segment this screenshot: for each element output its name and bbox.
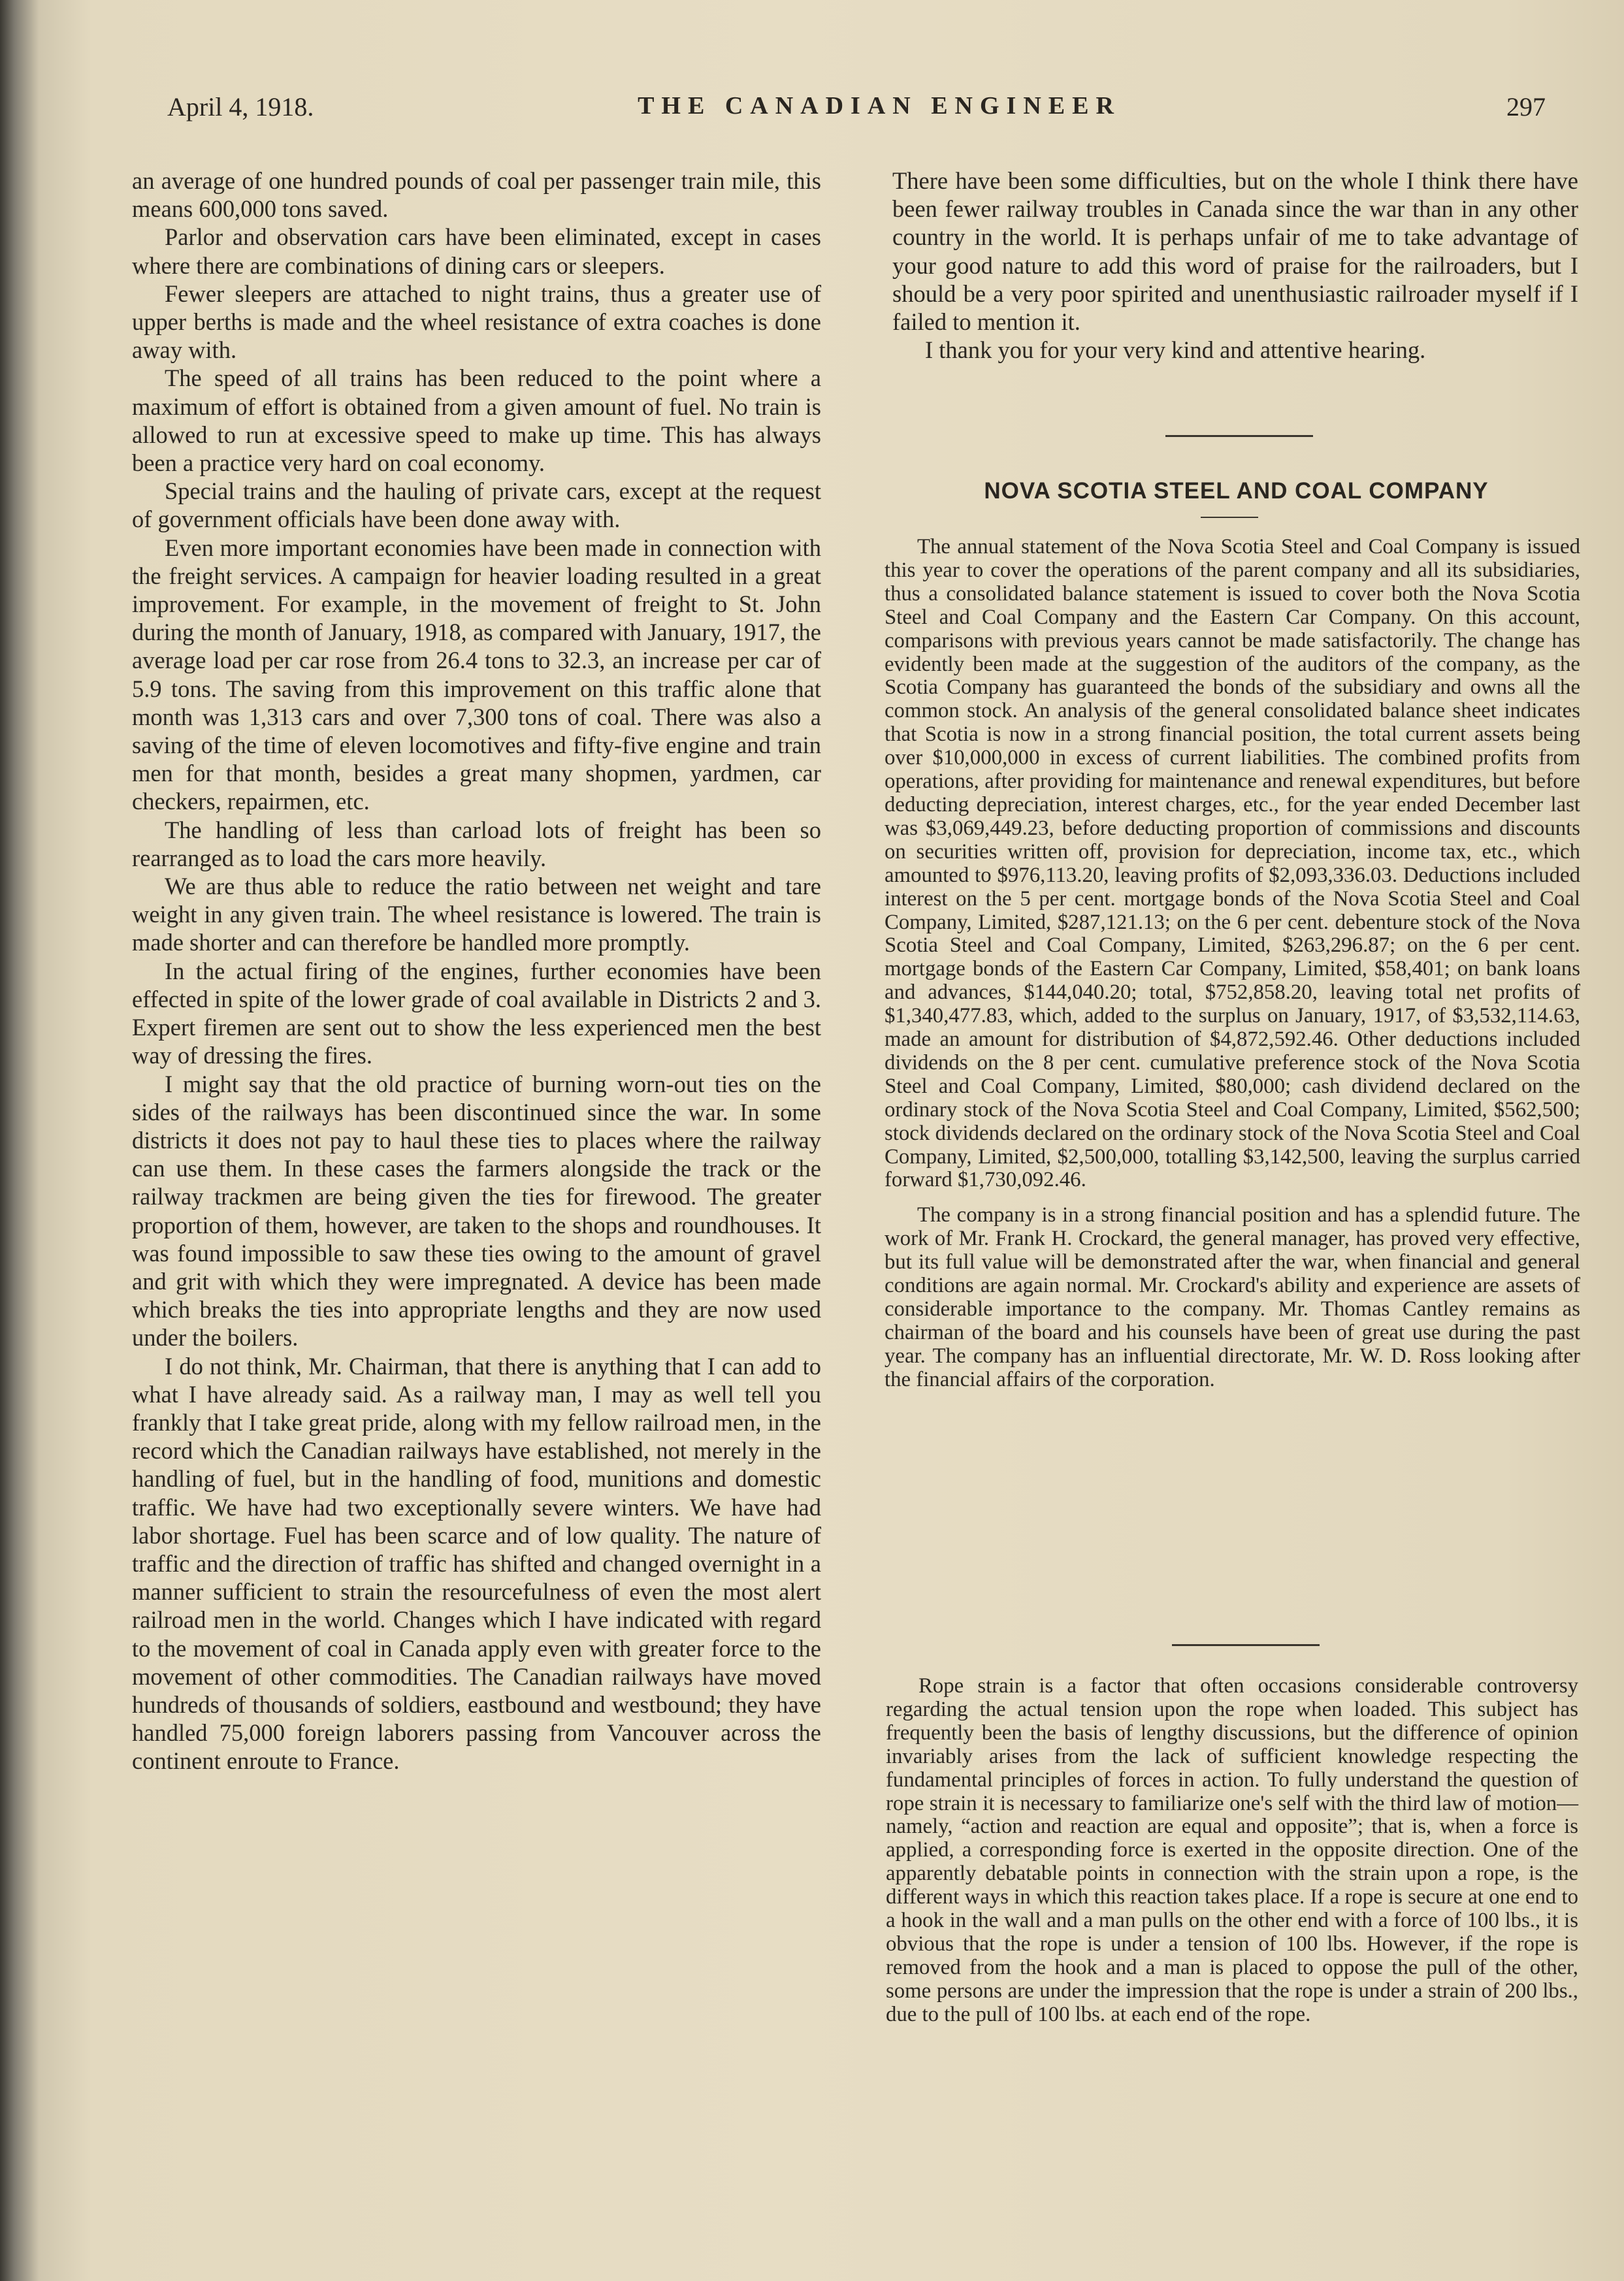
rope-strain-note — [886, 1675, 1578, 2027]
paragraph: There have been some difficulties, but on the whole I think there have been fewer railway troubles in Canada since the war than in any other country in the world. It is perhaps unfair of me to take advantage of your good nature to add this word of praise for the railroaders, but I should be a very poor spirited and unenthusiastic railroader myself if I failed to mention it. — [892, 167, 1578, 336]
page-number: 297 — [1506, 92, 1546, 121]
left-column — [132, 167, 821, 1775]
paragraph: The annual statement of the Nova Scotia Steel and Coal Company is issued this year to cover the operations of the parent company and all its subsidiaries, thus a consolidated balance statement is issued to cover both the Nova Scotia Steel and Coal Company and the Eastern Car Company. On this account, comparisons with previous years cannot be made satisfactorily. The change has evidently been made at the suggestion of the auditors of the company, as the Scotia Company has guaranteed the bonds of the subsidiary and owns all the common stock. An analysis of the general consolidated balance sheet indicates that Scotia is now in a strong financial position, the total current assets being over $10,000,000 in excess of current liabilities. The combined profits from operations, after providing for maintenance and renewal expenditures, but before deducting depreciation, interest charges, etc., for the year ended December last was $3,069,449.23, before deducting proportion of commissions and discounts on securities written off, provision for depreciation, income tax, etc., which amounted to $976,113.20, leaving profits of $2,093,336.03. Deductions included interest on the 5 per cent. mortgage bonds of the Nova Scotia Steel and Coal Company, Limited, $287,121.13; on the 6 per cent. debenture stock of the Nova Scotia Steel and Coal Company, Limited, $263,296.87; on the 6 per cent. mortgage bonds of the Eastern Car Company, Limited, $58,401; on bank loans and advances, $144,040.20; total, $752,858.20, leaving total net profits of $1,340,477.83, which, added to the surplus on January, 1917, of $3,532,114.63, made an amount for distribution of $4,872,592.46. Other deductions included dividends on the 8 per cent. cumulative preference stock of the Nova Scotia Steel and Coal Company, Limited, $80,000; cash dividend declared on the ordinary stock of the Nova Scotia Steel and Coal Company, Limited, $562,500; stock dividends declared on the ordinary stock of the Nova Scotia Steel and Coal Company, Limited, $2,500,000, totalling $3,142,500, leaving the surplus carried forward $1,730,092.46. — [885, 535, 1580, 1192]
paragraph: I thank you for your very kind and attentive hearing. — [925, 336, 1426, 364]
paragraph: an average of one hundred pounds of coal per passenger train mile, this means 600,000 tons saved. — [132, 167, 821, 223]
paragraph: Special trains and the hauling of private cars, except at the request of government officials have been done away with. — [132, 477, 821, 533]
paragraph: The speed of all trains has been reduced to the point where a maximum of effort is obtained from a given amount of fuel. No train is allowed to run at excessive speed to make up time. This has always been a practice very hard on coal economy. — [132, 364, 821, 477]
article-title: NOVA SCOTIA STEEL AND COAL COMPANY — [984, 478, 1489, 504]
article-body — [885, 536, 1580, 1392]
page-header — [167, 91, 1546, 131]
paragraph: In the actual firing of the engines, further economies have been effected in spite of the lower grade of coal available in Districts 2 and 3. Expert firemen are sent out to show the less experienced men the best way of dressing the fires. — [132, 957, 821, 1069]
paragraph: Parlor and observation cars have been eliminated, except in cases where there are combinations of dining cars or sleepers. — [132, 223, 821, 279]
paragraph: Fewer sleepers are attached to night trains, thus a greater use of upper berths is made and the wheel resistance of extra coaches is done away with. — [132, 280, 821, 364]
paragraph: We are thus able to reduce the ratio between net weight and tare weight in any given train. The wheel resistance is lowered. The train is made shorter and can therefore be handled more promptly. — [132, 873, 821, 956]
journal-title: THE CANADIAN ENGINEER — [638, 92, 1121, 120]
paragraph: I might say that the old practice of burning worn-out ties on the sides of the railways has been discontinued since the war. In some districts it does not pay to haul these ties to places where the railway can use them. In these cases the farmers alongside the track or the railway trackmen are being given the ties for firewood. The greater proportion of them, however, are taken to the shops and roundhouses. It was found impossible to saw these ties owing to the amount of gravel and grit with which they were impregnated. A device has been made which breaks the ties into appropriate lengths and they are now used under the boilers. — [132, 1070, 821, 1351]
paragraph: The company is in a strong financial position and has a splendid future. The work of Mr. Frank H. Crockard, the general manager, has proved very effective, but its full value will be demonstrated after the war, when financial and general conditions are again normal. Mr. Crockard's ability and experience are assets of considerable importance to the company. Mr. Thomas Cantley remains as chairman of the board and his counsels have been of great use during the past year. The company has an influential directorate, Mr. W. D. Ross looking after the financial affairs of the corporation. — [885, 1203, 1580, 1391]
title-underline — [1201, 517, 1258, 518]
paragraph: Even more important economies have been made in connection with the freight services. A campaign for heavier loading resulted in a great improvement. For example, in the movement of freight to St. John during the month of January, 1918, as compared with January, 1917, the average load per car rose from 26.4 tons to 32.3, an increase per car of 5.9 tons. The saving from this improvement on this traffic alone that month was 1,313 cars and over 7,300 tons of coal. There was also a saving of the time of eleven locomotives and fifty-five engine and train men for that month, besides a great many shopmen, yardmen, car checkers, repairmen, etc. — [132, 534, 821, 815]
issue-date: April 4, 1918. — [167, 92, 314, 121]
section-divider — [1165, 435, 1313, 437]
paragraph: The handling of less than carload lots of freight has been so rearranged as to load the cars more heavily. — [132, 816, 821, 871]
right-column-continuation — [892, 167, 1578, 364]
section-divider — [1172, 1644, 1320, 1646]
paragraph: I do not think, Mr. Chairman, that there is anything that I can add to what I have already said. As a railway man, I may as well tell you frankly that I take great pride, along with my fellow railroad men, in the record which the Canadian railways have established, not merely in the handling of fuel, but in the handling of food, munitions and domestic traffic. We have had two exceptionally severe winters. We have had labor shortage. Fuel has been scarce and of low quality. The nature of traffic and the direction of traffic has shifted and changed overnight in a manner sufficient to strain the resourcefulness of even the most alert railroad men in the world. Changes which I have indicated with regard to the movement of coal in Canada apply even with greater force to the movement of other commodities. The Canadian railways have moved hundreds of thousands of soldiers, eastbound and westbound; they have handled 75,000 foreign laborers passing from Vancouver across the continent enroute to France. — [132, 1352, 821, 1775]
paragraph: Rope strain is a factor that often occasions considerable controversy regarding the actual tension upon the rope when loaded. This subject has frequently been the basis of lengthy discussions, but the difference of opinion invariably arises from the lack of sufficient knowledge respecting the fundamental principles of forces in action. To fully understand the question of rope strain it is necessary to familiarize one's self with the third law of motion—namely, “action and reaction are equal and opposite”; that is, when a force is applied, a corresponding force is exerted in the opposite direction. One of the apparently debatable points in connection with the strain upon a rope, is the different ways in which this reaction takes place. If a rope is secure at one end to a hook in the wall and a man pulls on the other end with a force of 100 lbs., it is obvious that the rope is under a tension of 100 lbs. However, if the rope is removed from the hook and a man is placed to oppose the pull of the other, some persons are under the impression that the rope is under a strain of 200 lbs., due to the pull of 100 lbs. at each end of the rope. — [886, 1674, 1578, 2026]
